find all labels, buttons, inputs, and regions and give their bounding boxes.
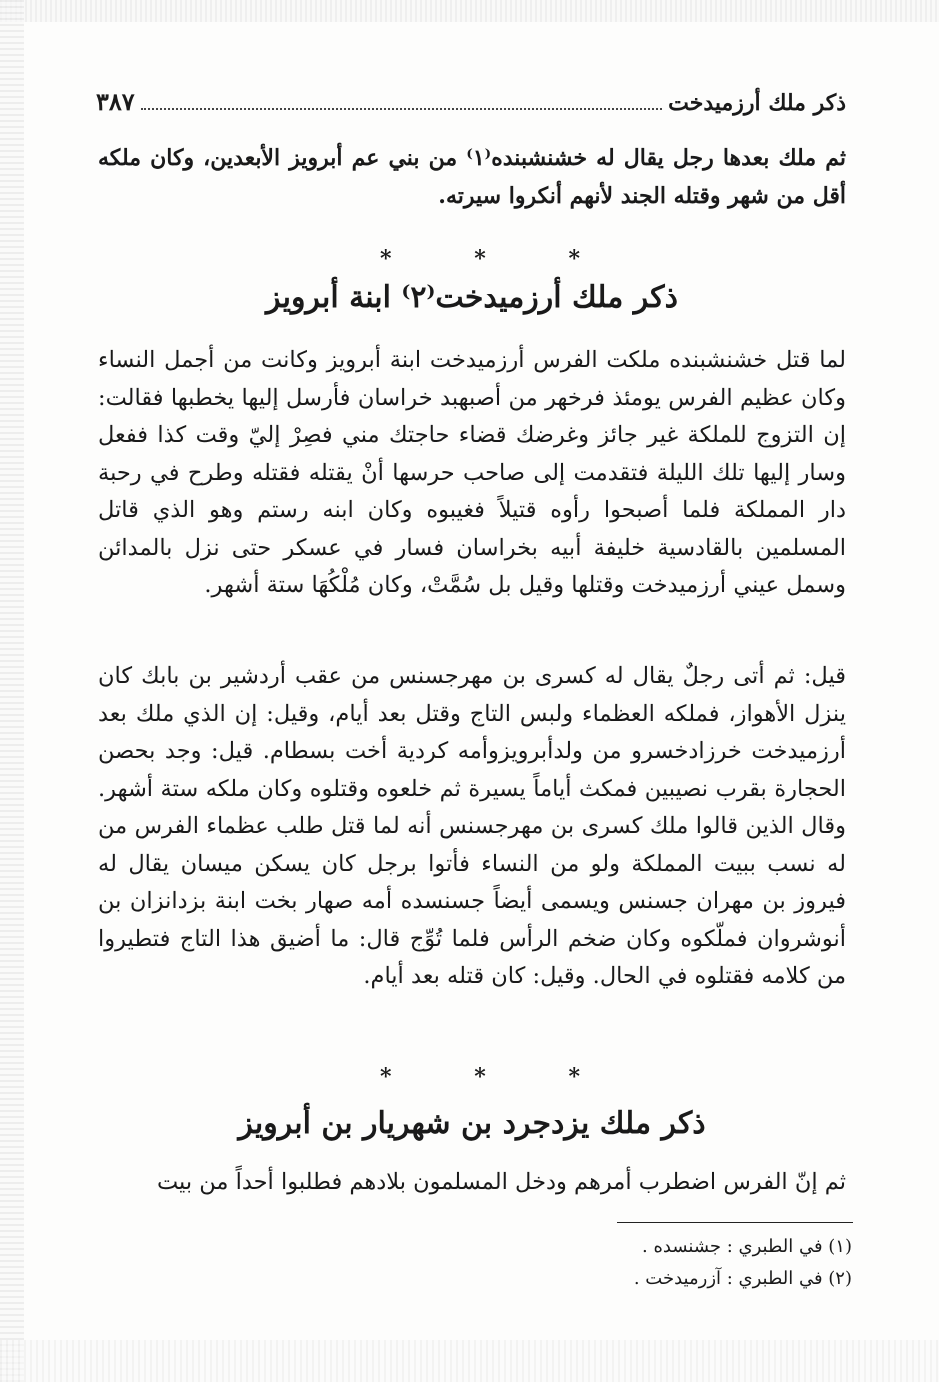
header-dot-leader <box>141 108 662 110</box>
separator-star: * <box>568 1064 580 1090</box>
section-heading-arzamidokht: ذكر ملك أرزميدخت⁽٢⁾ ابنة أبرويز <box>266 280 678 315</box>
running-title: ذكر ملك أرزميدخت <box>668 90 846 116</box>
separator-star: * <box>474 246 486 272</box>
section-heading-yazdegerd: ذكر ملك يزدجرد بن شهريار بن أبرويز <box>238 1106 706 1141</box>
arzamidokht-block-2 <box>98 658 846 996</box>
arzamidokht-paragraph-2: قيل: ثم أتى رجلٌ يقال له كسرى بن مهرجسنس من عقب أردشير بن بابك كان ينزل الأهواز، فملكه العظماء ولبس التاج وقتل بعد أيام، وقيل: إن الذي ملك بعد أرزميدخت خرزادخسرو من ولدأبرويزوأمه كردية أخت بسطام. قيل: وجد بحصن الحجارة بقرب نصيبين فمكث أياماً يسيرة ثم خلعوه وقتلوه وكان ملكه ستة أشهر. وقال الذين قالوا ملك كسرى بن مهرجسنس أنه لما قتل طلب عظماء الفرس من له نسب ببيت المملكة ولو من النساء فأتوا برجل كان يسكن ميسان يقال له فيروز بن مهران جسنس ويسمى أيضاً جسنسده أمه صهار بخت ابنة بزدانزان بن أنوشروان فملّكوه وكان ضخم الرأس فلما تُوِّج قال: ما أضيق هذا التاج فتطيروا من كلامه فقتلوه في الحال. وقيل: كان قتله بعد أيام. <box>98 663 846 989</box>
separator-star: * <box>474 1064 486 1090</box>
footnote-rule <box>617 1222 853 1223</box>
scan-edge-bottom <box>0 1340 939 1382</box>
section-separator-2 <box>380 1064 580 1090</box>
arzamidokht-block-1 <box>98 342 846 605</box>
page-header <box>96 86 846 116</box>
section-separator-1 <box>380 246 580 272</box>
intro-block <box>98 140 846 215</box>
intro-paragraph: ثم ملك بعدها رجل يقال له خشنشبنده⁽١⁾ من بني عم أبرويز الأبعدين، وكان ملكه أقل من شهر وقتله الجند لأنهم أنكروا سيرته. <box>98 145 846 209</box>
yazdegerd-paragraph: ثم إنّ الفرس اضطرب أمرهم ودخل المسلمون بلادهم فطلبوا أحداً من بيت <box>156 1169 846 1195</box>
footnote-2: (٢) في الطبري : آزرميدخت . <box>633 1268 852 1289</box>
separator-star: * <box>380 1064 392 1090</box>
yazdegerd-block <box>98 1164 846 1202</box>
footnote-1: (١) في الطبري : جشنسده . <box>642 1236 852 1257</box>
arzamidokht-paragraph-1: لما قتل خشنشبنده ملكت الفرس أرزميدخت ابنة أبرويز وكانت من أجمل النساء وكان عظيم الفرس يومئذ فرخهر من أصبهبد خراسان فأرسل إليها يخطبها فقالت: إن التزوج للملكة غير جائز وغرضك قضاء حاجتك مني فصِرْ إليّ وقت كذا ففعل وسار إليها تلك الليلة فتقدمت إلى صاحب حرسها أنْ يقتله فقتله وطرح في رحبة دار المملكة فلما أصبحوا رأوه قتيلاً فغيبوه وكان ابنه رستم وهو الذي قاتل المسلمين بالقادسية خليفة أبيه بخراسان فسار في عسكر حتى نزل بالمدائن وسمل عيني أرزميدخت وقتلها وقيل بل سُمَّتْ، وكان مُلْكُهَا ستة أشهر. <box>98 347 846 598</box>
separator-star: * <box>568 246 580 272</box>
scan-edge-left <box>0 0 24 1382</box>
page-number: ٣٨٧ <box>96 87 135 116</box>
scan-edge-top <box>0 0 939 22</box>
separator-star: * <box>380 246 392 272</box>
